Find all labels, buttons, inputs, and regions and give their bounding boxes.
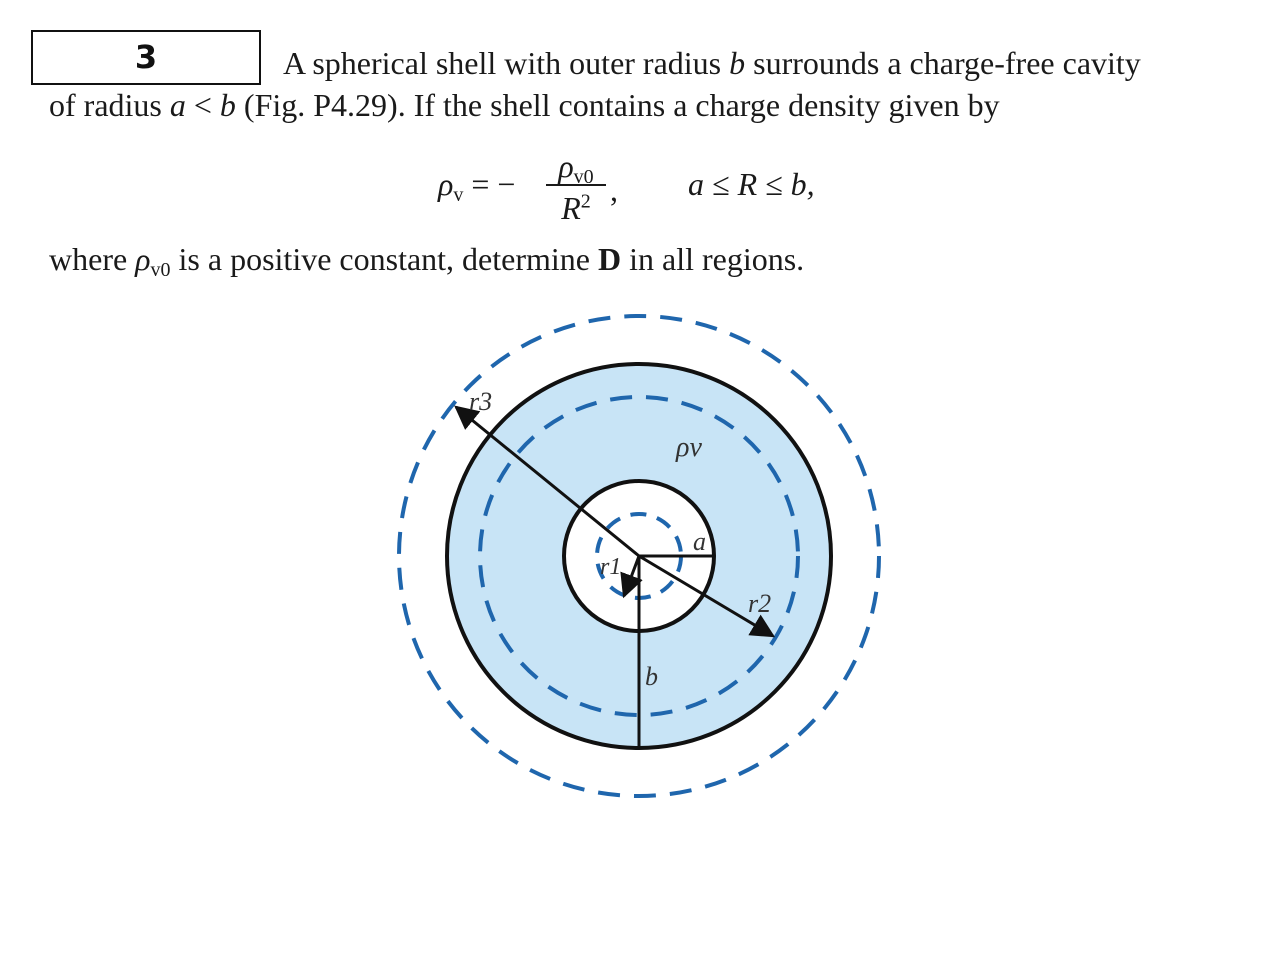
problem-text-line-2: of radius a < b (Fig. P4.29). If the shell contains a charge density given by bbox=[49, 87, 1000, 123]
label-a: a bbox=[693, 527, 706, 556]
equation-fraction: $\rho_{v0}$ $R^2$ bbox=[546, 148, 606, 227]
label-b: b bbox=[645, 662, 658, 691]
label-r1: r1 bbox=[600, 554, 622, 580]
problem-text-line-3: where $\rho_{v0}$ is a positive constant, determine D in all regions. bbox=[49, 241, 805, 281]
label-r2: r2 bbox=[748, 589, 772, 618]
label-r3: r3 bbox=[469, 387, 493, 416]
problem-text-line-1: A spherical shell with outer radius b surrounds a charge-free cavity bbox=[283, 45, 1141, 81]
label-rho-v: ρv bbox=[676, 432, 702, 463]
problem-number: 3 bbox=[134, 38, 158, 76]
